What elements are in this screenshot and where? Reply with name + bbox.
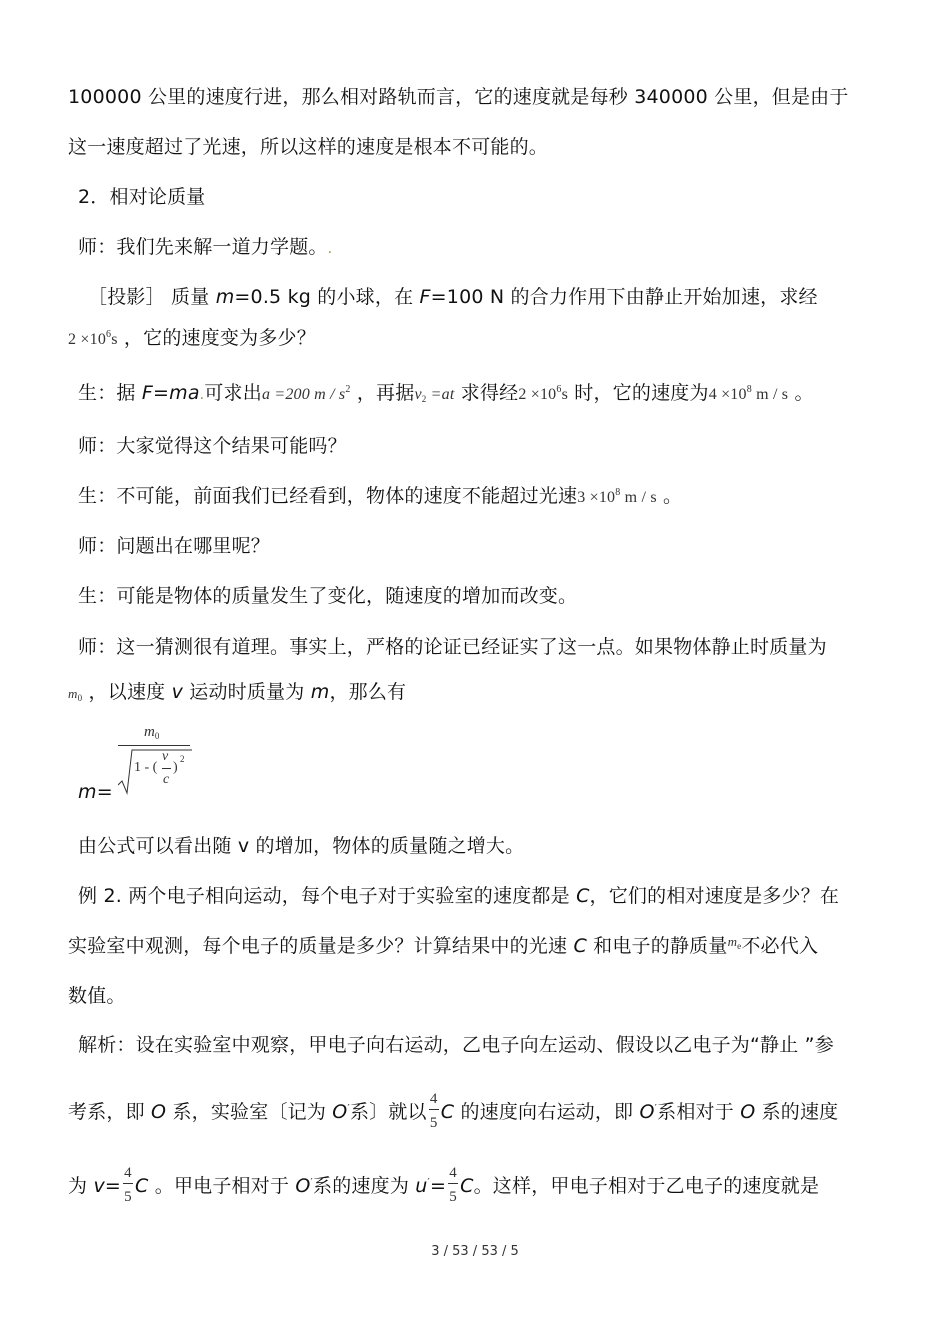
page-footer-number: 3 / 53 / 53 / 5: [431, 1244, 519, 1259]
example-2-line-1: 例 2. 两个电子相向运动，每个电子对于实验室的速度都是 C，它们的相对速度是多少？在: [78, 885, 840, 907]
teacher-line-3: 师：问题出在哪里呢？: [78, 535, 271, 557]
formula-lhs: m=: [78, 781, 113, 803]
speed-result-expression: $4 \times 10^8$ m / s: [708, 384, 789, 403]
formula-v: v: [162, 749, 169, 764]
teacher-line-1: 师：我们先来解一道力学题。.: [78, 236, 333, 258]
electron-rest-mass-symbol: me: [727, 934, 742, 951]
light-speed-expression: $3 \times 10^8$ m / s: [577, 487, 657, 506]
solution-line-1: 解析：设在实验室中观察，甲电子向右运动，乙电子向左运动、假设以乙电子为“静止 ”参: [78, 1034, 834, 1056]
paragraph-formula-conclusion: 由公式可以看出随 v 的增加，物体的质量随之增大。: [78, 835, 525, 857]
teacher-line-4: 师：这一猜测很有道理。事实上，严格的论证已经证实了这一点。如果物体静止时质量为: [78, 636, 827, 658]
acceleration-expression: a =200 m / $s^2$: [261, 384, 351, 403]
time-expression: $2 \times 10^6s$: [68, 329, 118, 348]
student-line-2: 生：不可能，前面我们已经看到，物体的速度不能超过光速$3 \times 10^8$ m / s 。: [78, 485, 683, 507]
teacher-line-4-cont: $m_0$ ，以速度 v 运动时质量为 m，那么有: [68, 681, 407, 703]
student-line-1: 生：据 F=ma.可求出a =200 m / $s^2$ ，再据$v_2 =at$ 求得经$2 \times 10^6s$ 时，它的速度为$4 \times 10^8$ m / s 。: [78, 382, 814, 404]
example-2-line-2: 实验室中观测，每个电子的质量是多少？计算结果中的光速 C 和电子的静质量$^{m_e}$不必代入: [68, 934, 819, 957]
formula-v-over-c-bar: [162, 768, 171, 769]
paragraph-line-1: 100000 公里的速度行进，那么相对路轨而言，它的速度就是每秒 340000 公里，但是由于: [68, 86, 849, 108]
section-heading-relativistic-mass: 2．相对论质量: [78, 186, 206, 208]
paragraph-line-2: 这一速度超过了光速，所以这样的速度是根本不可能的。: [68, 136, 549, 158]
formula-c: c: [163, 772, 170, 787]
formula-fraction-bar: [118, 745, 190, 746]
relativistic-mass-formula: [78, 720, 218, 810]
rest-mass-symbol: $m_0$: [68, 686, 83, 703]
solution-line-3: 为 v= $\frac{4}{5}$ C 。甲电子相对于 O′系的速度为 u′= $\frac{4}{5}$ C。这样，甲电子相对于乙电子的速度就是: [68, 1164, 820, 1205]
projection-problem-line-2: $2 \times 10^6s$ ，它的速度变为多少？: [68, 327, 316, 349]
formula-square: 2: [180, 754, 185, 764]
student-line-3: 生：可能是物体的质量发生了变化，随速度的增加而改变。: [78, 585, 578, 607]
formula-close-paren: ): [173, 760, 178, 775]
formula-radicand-one: 1 - (: [134, 760, 158, 775]
projection-problem-line: ［投影］ 质量 m=0.5 kg 的小球，在 F=100 N 的合力作用下由静止开始加速，求经: [88, 286, 818, 308]
solution-line-2: 考系，即 O 系，实验室〔记为 O′系〕就以 $\frac{4}{5}$ C 的速度向右运动，即 O′系相对于 O 系的速度: [68, 1090, 839, 1131]
velocity-expression: $v_2 =at$: [414, 386, 455, 404]
time-expression-2: $2 \times 10^6s$: [518, 384, 569, 403]
formula-numerator: $m_0$: [144, 724, 160, 741]
teacher-line-2: 师：大家觉得这个结果可能吗？: [78, 435, 347, 457]
edit-mark: .: [327, 241, 333, 257]
example-2-line-3: 数值。: [68, 985, 126, 1007]
